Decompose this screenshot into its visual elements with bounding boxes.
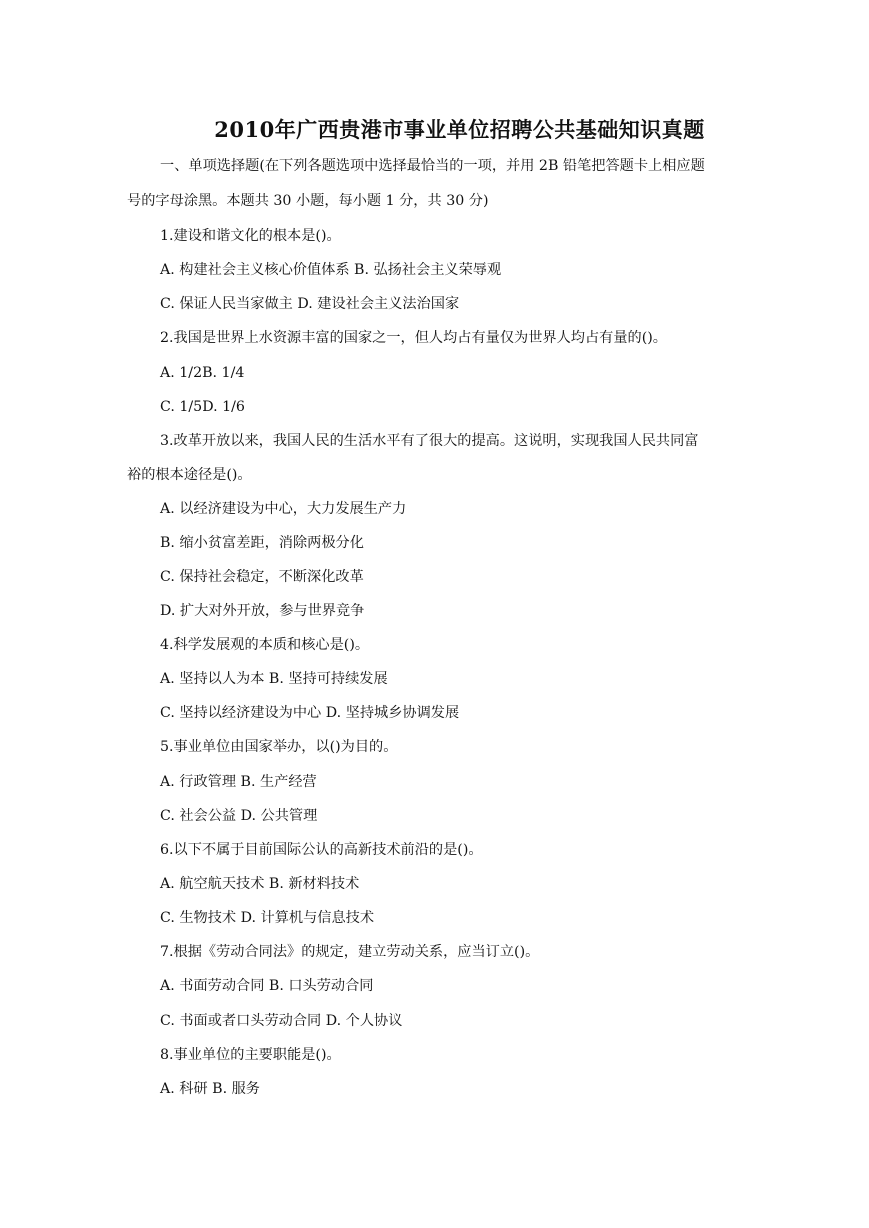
question-3-stem-line-2: 裕的根本途径是()。 <box>127 467 252 483</box>
question-1-stem: 1.建设和谐文化的根本是()。 <box>160 228 341 244</box>
question-1-options-cd: C. 保证人民当家做主 D. 建设社会主义法治国家 <box>160 296 460 312</box>
question-7-stem: 7.根据《劳动合同法》的规定，建立劳动关系，应当订立()。 <box>160 944 540 960</box>
question-4-stem: 4.科学发展观的本质和核心是()。 <box>160 637 370 653</box>
question-3-option-b: B. 缩小贫富差距，消除两极分化 <box>160 535 364 551</box>
question-2-stem: 2.我国是世界上水资源丰富的国家之一，但人均占有量仅为世界人均占有量的()。 <box>160 330 667 346</box>
question-2-options-cd: C. 1/5D. 1/6 <box>160 399 245 415</box>
question-6-options-cd: C. 生物技术 D. 计算机与信息技术 <box>160 910 375 926</box>
question-6-options-ab: A. 航空航天技术 B. 新材料技术 <box>160 876 360 892</box>
question-5-options-ab: A. 行政管理 B. 生产经营 <box>160 774 317 790</box>
page-title: 2010年广西贵港市事业单位招聘公共基础知识真题 <box>214 117 705 142</box>
question-4-options-ab: A. 坚持以人为本 B. 坚持可持续发展 <box>160 671 388 687</box>
question-6-stem: 6.以下不属于目前国际公认的高新技术前沿的是()。 <box>160 842 483 858</box>
question-5-stem: 5.事业单位由国家举办，以()为目的。 <box>160 739 398 755</box>
question-1-options-ab: A. 构建社会主义核心价值体系 B. 弘扬社会主义荣辱观 <box>160 262 502 278</box>
question-4-options-cd: C. 坚持以经济建设为中心 D. 坚持城乡协调发展 <box>160 705 460 721</box>
instructions-line-2: 号的字母涂黑。本题共 30 小题，每小题 1 分，共 30 分) <box>127 193 489 209</box>
question-7-options-ab: A. 书面劳动合同 B. 口头劳动合同 <box>160 978 374 994</box>
question-3-option-a: A. 以经济建设为中心，大力发展生产力 <box>160 501 407 517</box>
instructions-line-1: 一、单项选择题(在下列各题选项中选择最恰当的一项，并用 2B 铅笔把答题卡上相应题 <box>160 158 705 174</box>
question-3-stem-line-1: 3.改革开放以来，我国人民的生活水平有了很大的提高。这说明，实现我国人民共同富 <box>160 433 699 449</box>
question-7-options-cd: C. 书面或者口头劳动合同 D. 个人协议 <box>160 1013 403 1029</box>
question-8-stem: 8.事业单位的主要职能是()。 <box>160 1047 341 1063</box>
question-8-options-ab: A. 科研 B. 服务 <box>160 1081 260 1097</box>
question-2-options-ab: A. 1/2B. 1/4 <box>160 365 245 381</box>
question-3-option-c: C. 保持社会稳定，不断深化改革 <box>160 569 364 585</box>
question-5-options-cd: C. 社会公益 D. 公共管理 <box>160 808 318 824</box>
question-3-option-d: D. 扩大对外开放，参与世界竞争 <box>160 603 365 619</box>
